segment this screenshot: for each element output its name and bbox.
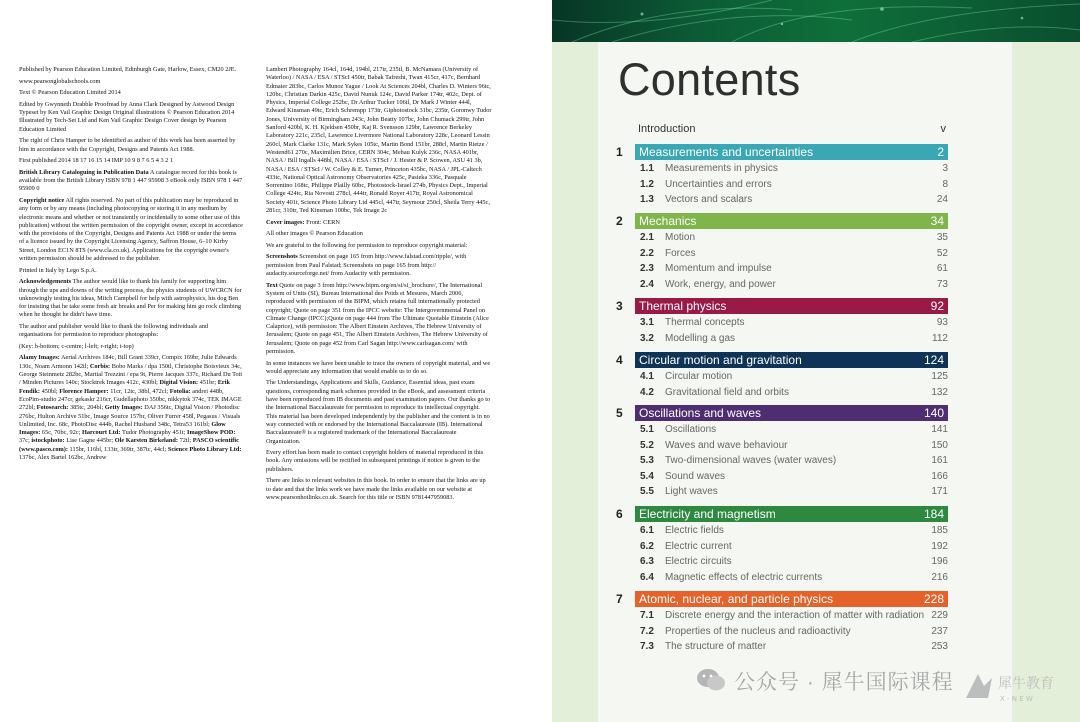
section-number: 2.1 [640,232,654,243]
chapter-title-bar[interactable] [635,506,948,522]
imprint-text: In some instances we have been unable to trace the owners of copyright material, and we would appreciate any information that would enable us to do so. [266,359,491,375]
imprint-heading: Cover images: [266,218,305,226]
imprint-text: Front: CERN [304,218,340,226]
section-number: 6.3 [640,556,654,568]
section-number: 1.2 [640,178,654,190]
section-title: Forces [665,247,696,259]
chapter-title-bar[interactable] [635,213,948,229]
toc-section-row[interactable] [640,541,948,556]
imprint-text: (Key: b-bottom; c-centre; l-left; r-right; t-top) [19,342,134,350]
imprint-text: A catalogue record for this book is available from the British Library ISBN 978 1 447 95908 3 eBook only ISBN 978 1 447 95909 0 [19,168,243,193]
section-page: 93 [936,317,948,328]
imprint-paragraph [19,169,243,194]
chapter-title: Oscillations and waves [639,406,762,420]
chapter-title-bar[interactable] [635,352,948,368]
imprint-heading: Science Photo Library Ltd: [167,445,242,453]
toc-section-row[interactable] [640,194,948,209]
imprint-paragraph [19,323,243,340]
imprint-text: Text © Pearson Education Limited 2014 [19,89,121,97]
imprint-text: www.pearsonglobalschools.com [19,77,101,85]
watermark [696,664,1080,706]
section-title: Oscillations [665,424,717,435]
toc-introduction[interactable] [638,123,946,137]
toc-section-row[interactable] [640,525,948,540]
section-page: 112 [932,332,948,344]
imprint-paragraph [266,253,492,278]
imprint-heading: Erik Fendik: [19,379,230,395]
imprint-text: 450bl; [40,387,60,395]
section-page: 229 [931,610,948,621]
section-number: 3.1 [640,317,654,328]
imprint-text: 385tc, 204bl; [68,404,105,412]
chapter-title-bar[interactable] [635,591,948,607]
toc-section-row[interactable] [640,610,948,625]
chapter-page: 34 [930,214,944,228]
imprint-paragraph [266,379,492,445]
section-page: 125 [931,371,948,382]
chapter-title: Atomic, nuclear, and particle physics [639,592,834,606]
imprint-text: 115br, 116bl, 133tr, 369tr, 387tc, 44cl; [67,445,168,453]
imprint-text: The Understandings, Applications and Skills, Guidance, Essential ideas, past exam questions, corresponding mark schemes provided in the eBook, and assessment criteria have been reproduced from IB documents and past examination papers. Our thanks go to the International Baccalaureate for permission to reproduce its intellectual copyright. This material has been developed independently by the publisher and the content is in no way connected with or endorsed by the International Baccalaureate (IB). International Baccalaureate® is a registered trademark of the International Baccalaureate Organization. [266,379,491,445]
toc-section-row[interactable] [640,163,948,178]
imprint-text: Aerial Archives 184c, Bill Grant 339cr, Compix 169br, Julie Edwards 130c, Noam Armonn 142tl; [19,354,237,370]
imprint-paragraph [19,101,243,134]
imprint-heading: PASCO scientific (www.pasco.com): [19,437,239,453]
section-title: Motion [665,232,696,243]
section-number: 4.2 [640,386,654,398]
section-page: 73 [936,278,948,290]
chapter-title: Electricity and magnetism [639,507,776,521]
imprint-text: Tudor Photography 451t; [120,429,187,437]
imprint-heading: Copyright notice [19,196,65,204]
section-title: Electric fields [665,525,724,536]
imprint-paragraph [19,343,243,351]
section-page: 161 [931,455,948,467]
imprint-heading: Ole Karsten Birkeland: [114,437,179,445]
chapter-number: 5 [616,406,623,420]
imprint-paragraph [19,354,243,462]
imprint-text: 65c, 70bc, 92c; [40,429,82,437]
imprint-text: Bobo Marks / dpa 150tl, Christophe Boisvieux 34c, George Steinmetz 282bc, Martial Trezzini / epa 9t, Pierre Jacques 337c, Richard Du Toit / Minden Pictures 140c; Stocktrek Images 412c, 430bl; [19,362,243,387]
section-title: Two-dimensional waves (water waves) [665,455,837,467]
imprint-text: Lise Gagne 445br; [64,437,115,445]
imprint-text: 37c; [19,437,32,445]
imprint-paragraph [266,282,492,357]
chapter-title: Thermal physics [639,299,727,313]
toc-section-row[interactable] [640,387,948,402]
section-page: 132 [931,386,948,398]
section-title: Electric current [665,540,732,552]
section-number: 5.2 [640,439,654,451]
chapter-page: 228 [923,592,944,606]
imprint-text: DAJ 356tc, Digital Vision / Photodisc 276bc, Hulton Archive 51bc, Image Source 157br, Oliver Furrer 458l, Pegasus / Visuals Unlimited, Inc. 68c, PhotoDisc 444b, Rachel Husband 348c, Tetra53 161bl; [19,404,241,428]
imprint-heading: Florence Hamper: [59,387,109,395]
section-page: 24 [936,194,948,206]
toc-section-row[interactable] [640,179,948,194]
chapter-title-bar[interactable] [635,144,948,160]
section-number: 7.2 [640,625,654,637]
section-number: 2.4 [640,278,654,290]
section-page: 185 [931,525,948,536]
imprint-text: First published 2014 18 17 16 15 14 IMP 10 9 8 7 6 5 4 3 2 1 [19,157,174,165]
imprint-heading: Digital Vision: [159,379,199,387]
chapter-title-bar[interactable] [635,405,948,421]
section-page: 166 [931,470,948,482]
imprint-heading: Fotosearch: [36,404,69,412]
imprint-paragraph [19,89,243,97]
imprint-paragraph [19,197,243,263]
chapter-number: 1 [616,145,623,159]
logo-text: 犀牛教育 [998,676,1054,692]
chapter-number: 3 [616,299,623,313]
imprint-heading: Fotolia: [169,387,191,395]
toc-section-row[interactable] [640,471,948,486]
section-number: 5.4 [640,470,654,482]
imprint-paragraph [266,66,492,215]
section-page: 196 [931,556,948,568]
section-title: Circular motion [665,371,733,382]
toc-section-row[interactable] [640,317,948,332]
imprint-text: 11cr, 12tc, 38bl, 472cl; [108,387,170,395]
imprint-column-2 [266,66,492,506]
imprint-paragraph [266,230,492,238]
section-number: 7.3 [640,641,654,653]
section-title: Light waves [665,486,718,498]
section-title: Sound waves [665,470,726,482]
section-title: Waves and wave behaviour [665,439,788,451]
section-page: 3 [942,163,948,174]
imprint-text: Every effort has been made to contact copyright holders of material reproduced in this book. Any omissions will be rectified in subsequent printings if notice is given to the publishers. [266,449,484,473]
imprint-heading: Harcourt Ltd: [81,429,121,437]
imprint-heading: Text [266,281,278,289]
section-number: 6.1 [640,525,654,536]
imprint-text: Lambert Photography 164cl, 164d, 194bl, 217tr, 235tl, B. McNamara (University of Waterloo) / NASA / ESA / STScI 450tr, Babak Tafreshi, Twan 415cr, 417c, Bernhard Edmaier 283bc, Carlos Munoz Yague / Look At Sciences 204bl, Charles D. Winters 96tc, 120bc, Christian Darkin 425c, David Nunuk 124c, David Parker 174tr, 402c, Dept. of Physics, Imperial College 252bc, Dr Arthur Tucker 106tl, Dr Mark J Winter 444l, Edward Kinsman 49tc, Erich Schrempp 173tr, Giphotostock 31bc, 235tr, Goronwy Tudor Jones, University of Birmingham 243c, John Beatty 107bc, John Chumack 299tr, John Sanford 420bl, K. H. Kjeldsen 450br, Kaj R. Svensson 129br, Lawrence Berkeley Laboratory 221c, 235cl, Lawrence Livermore National Laboratory 228c, Leonard Lessin 260cl, Mark Clarke 131c, Mark Sykes 105tc, Martin Bond 151br, 288cl, Martin Rietze / Westend61 270c, Maximilien Brice, CERN 304c, Mehau Kulyk 236c, NASA 401br, NASA / Bill Ingalls 448bl, NASA / ESA / STScI / J. Hester & P. Scowen, ASU 41 3b, NASA / ESA / STScI / W. Colley & E. Turner, Princeton 435bc, NASA / JPL-Caltech 433tc, National Optical Astronomy Observatories 425c, Pasieka 336c, Pasquale Sorrentino 168tc, Philippe Plailly 60bc, Photostock-Israel 274b, Physics Dept., Imperial College 424tc, Ria Novosti 278cl, 444tr, Ronald Royer 417tr, Royal Astronomical Society 401t, Science Photo Library Ltd 445cl, 447tr, Seymour 250cl, Sheila Terry 445c, 281cr, 310tr, Ted Kinsman 100bc, Tek Image 2c [266,66,492,215]
imprint-heading: Alamy Images: [19,354,60,362]
toc-section-row[interactable] [640,440,948,455]
imprint-text: The author and publisher would like to thank the following individuals and organisations for permission to reproduce photographs: [19,322,209,339]
particle-streaks-graphic [552,0,1080,42]
chapter-number: 2 [616,214,623,228]
imprint-text: We are grateful to the following for permission to reproduce copyright material: [266,241,468,249]
toc-introduction-page: v [940,123,946,135]
imprint-text: Quote on page 3 from http://www.bipm.org/en/si/si_brochure/, The International System of Units (SI), Bureau International des Poids et Mesures, March 2006, reproduced with permission of the BIPM, which retains full internationally protected copyright; Quote on page 351 from the IPCC website: The Intergovernmental Panel on Climate Change (IPCC);Quote on page 444 from The Ultimate Quotable Einstein (Alice Calaprice), with permission: The Albert Einstein Archives, The Hebrew University of Jerusalem; Quote on page 451, The Albert Einstein Archives, The Hebrew University of Jerusalem; Quote on page 452 from Carl Sagan http://www.carlsagan.com/ with permission. [266,281,489,355]
imprint-column-1 [19,66,243,466]
imprint-paragraph [266,242,492,250]
toc-section-row[interactable] [640,371,948,386]
section-number: 3.2 [640,332,654,344]
section-number: 6.4 [640,571,654,583]
chapter-page: 92 [930,299,944,313]
toc-section-row[interactable] [640,455,948,470]
imprint-heading: Screenshots [266,253,298,261]
section-page: 141 [931,424,948,435]
section-page: 216 [931,571,948,583]
section-number: 1.1 [640,163,654,174]
toc-section-row[interactable] [640,556,948,571]
wechat-icon [696,668,726,692]
imprint-text: All other images © Pearson Education [266,230,363,238]
section-title: Momentum and impulse [665,263,772,275]
section-title: The structure of matter [665,641,767,653]
header-banner-image [552,0,1080,42]
imprint-text: Printed in Italy by Lego S.p.A. [19,266,97,274]
imprint-heading: Getty Images: [104,404,143,412]
imprint-text: 72tl; [178,437,193,445]
imprint-text: There are links to relevant websites in this book. In order to ensure that the links are up to date and that the links work we have made the links available on our website at www.pearsonhotlinks.co.uk. Search for this title or ISBN 9781447959083. [266,477,486,501]
imprint-text: 137bc, Alex Bartel 162bc, Andrew [19,454,107,462]
toc-section-row[interactable] [640,626,948,641]
imprint-text: All rights reserved. No part of this publication may be reproduced in any form or by any means (including photocopying or storing it in any medium by electronic means and whether or not transiently or incidentally to some other use of this publication) without the written permission of the copyright owner, except in accordance with the provisions of the Copyright, Designs and Patents Act 1988 or under the terms of a licence issued by the Copyright Licensing Agency, Saffron House, 6–10 Kirby Street, London EC1N 8TS (www.cla.co.uk). Applications for the copyright owner's written permission should be addressed to the publisher. [19,196,243,263]
imprint-heading: Acknowledgements [19,278,72,286]
section-title: Properties of the nucleus and radioactivity [665,625,851,637]
chapter-page: 2 [937,145,944,159]
section-title: Magnetic effects of electric currents [665,571,823,583]
imprint-text: Edited by Gwynneth Drabble Proofread by Anna Clark Designed by Astwood Design Typeset by Ken Vail Graphic Design Original illustrations © Pearson Education 2014 Illustrated by Tech-Set Ltd and Ken Vail Graphic Design Cover design by Pearson Education Limited [19,100,235,133]
chapter-number: 6 [616,507,623,521]
section-title: Work, energy, and power [665,278,776,290]
section-number: 1.3 [640,194,654,206]
toc-section-row[interactable] [640,424,948,439]
section-page: 35 [936,232,948,243]
section-number: 7.1 [640,610,654,621]
section-number: 6.2 [640,540,654,552]
section-title: Measurements in physics [665,163,778,174]
section-page: 237 [931,625,948,637]
section-number: 2.3 [640,263,654,275]
toc-section-row[interactable] [640,333,948,348]
section-page: 52 [936,247,948,259]
section-number: 5.5 [640,486,654,498]
section-title: Modelling a gas [665,332,736,344]
rhino-education-logo [958,668,1078,704]
imprint-heading: Corbis: [89,362,111,370]
imprint-text: andrei 448b, EcoPim-studio 247cr, gekaskr 216cr, Gudellaphoto 350bc, nikkytok 374c, TEK IMAGE 272bl; [19,387,242,412]
toc-introduction-label: Introduction [638,123,696,135]
chapter-title: Mechanics [639,214,697,228]
section-title: Discrete energy and the interaction of matter with radiation [665,610,925,621]
imprint-paragraph [19,137,243,154]
section-page: 192 [931,540,948,552]
imprint-text: Screenshot on page 165 from http://www.falstad.com/ripple/, with permission from Paul Falstad; Screenshots on page 165 from http:// audacity.sourceforge.net/ from Audacity with permission. [266,253,467,278]
chapter-page: 140 [923,406,944,420]
section-page: 171 [931,486,948,498]
imprint-text: Published by Pearson Education Limited, Edinburgh Gate, Harlow, Essex, CM20 2JE. [19,66,237,73]
chapter-title: Measurements and uncertainties [639,145,814,159]
logo-subtext: X - N E W [1000,695,1033,703]
section-page: 61 [936,263,948,275]
section-number: 5.1 [640,424,654,435]
section-title: Gravitational field and orbits [665,386,789,398]
section-title: Electric circuits [665,556,732,568]
chapter-title-bar[interactable] [635,298,948,314]
imprint-paragraph [266,477,492,502]
imprint-paragraph [266,360,492,377]
section-title: Thermal concepts [665,317,745,328]
chapter-number: 4 [616,353,623,367]
watermark-text: 公众号 · 犀牛国际课程 [734,671,954,694]
toc-section-row[interactable] [640,248,948,263]
section-title: Vectors and scalars [665,194,753,206]
toc-section-row[interactable] [640,641,948,656]
imprint-paragraph [19,66,243,74]
section-number: 2.2 [640,247,654,259]
imprint-paragraph [19,157,243,165]
section-title: Uncertainties and errors [665,178,772,190]
section-number: 4.1 [640,371,654,382]
contents-title: Contents [618,54,801,105]
imprint-text: 451br; [198,379,218,387]
imprint-heading: istockphoto: [31,437,65,445]
toc-section-row[interactable] [640,279,948,294]
toc-section-row[interactable] [640,232,948,247]
section-page: 150 [931,439,948,451]
imprint-heading: ImageShow POD: [187,429,236,437]
imprint-paragraph [266,449,492,474]
imprint-paragraph [19,278,243,319]
toc-section-row[interactable] [640,263,948,278]
imprint-paragraph [19,78,243,86]
chapter-page: 184 [923,507,944,521]
imprint-heading: Glow Images: [19,420,226,437]
section-page: 8 [942,178,948,190]
section-number: 5.3 [640,455,654,467]
chapter-page: 124 [923,353,944,367]
toc-section-row[interactable] [640,572,948,587]
toc-section-row[interactable] [640,486,948,501]
imprint-paragraph [19,267,243,275]
imprint-text: The right of Chris Hamper to be identified as author of this work has been asserted by him in accordance with the Copyright, Designs and Patents Act 1988. [19,137,236,153]
chapter-number: 7 [616,592,623,606]
chapter-title: Circular motion and gravitation [639,353,802,367]
section-page: 253 [931,641,948,653]
imprint-heading: British Library Cataloguing in Publication Data [19,168,149,176]
imprint-paragraph [266,219,492,227]
imprint-text: The author would like to thank his family for supporting him through the ups and downs of the writing process, the physics students of UWCRCN for unknowingly testing his ideas, Mitch Campbell for help with astrophysics, his dog Ben for insisting that he take some fresh air breaks and Per for making him go rock climbing when he thought he didn't have time. [19,278,242,319]
